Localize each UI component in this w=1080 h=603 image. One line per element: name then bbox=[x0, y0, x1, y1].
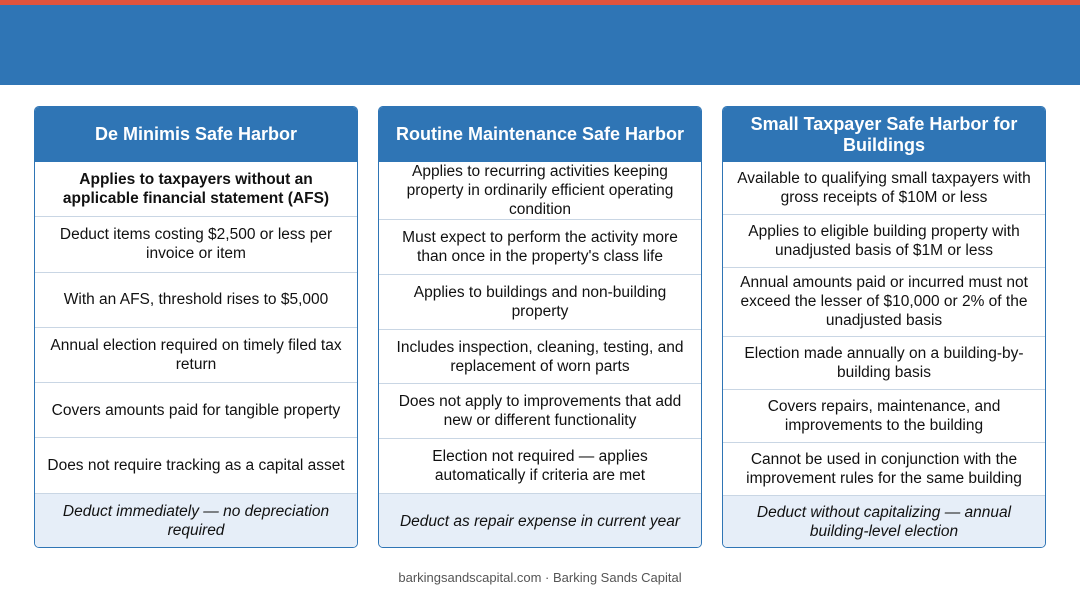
table-row: Applies to eligible building property with unadjusted basis of $1M or less bbox=[723, 214, 1045, 267]
table-row: Cannot be used in conjunction with the improvement rules for the same building bbox=[723, 442, 1045, 495]
column-header: Routine Maintenance Safe Harbor bbox=[379, 107, 701, 162]
table-row: Does not require tracking as a capital asset bbox=[35, 437, 357, 492]
column-de-minimis bbox=[34, 106, 358, 548]
column-rows bbox=[379, 162, 701, 548]
table-row: Includes inspection, cleaning, testing, and replacement of worn parts bbox=[379, 329, 701, 384]
column-small-taxpayer bbox=[722, 106, 1046, 548]
table-row: With an AFS, threshold rises to $5,000 bbox=[35, 272, 357, 327]
comparison-columns bbox=[34, 106, 1046, 548]
table-row: Election not required — applies automatically if criteria are met bbox=[379, 438, 701, 493]
table-row: Covers amounts paid for tangible property bbox=[35, 382, 357, 437]
summary-row: Deduct as repair expense in current year bbox=[379, 493, 701, 548]
table-row: Applies to buildings and non-building property bbox=[379, 274, 701, 329]
table-row: Election made annually on a building-by-building basis bbox=[723, 336, 1045, 389]
footer-source: barkingsandscapital.com · Barking Sands Capital bbox=[398, 570, 682, 585]
table-row: Applies to taxpayers without an applicable financial statement (AFS) bbox=[62, 171, 330, 208]
title-banner bbox=[0, 5, 1080, 85]
table-row: Annual amounts paid or incurred must not exceed the lesser of $10,000 or 2% of the unadjusted basis bbox=[723, 267, 1045, 336]
table-row: Covers repairs, maintenance, and improvements to the building bbox=[723, 389, 1045, 442]
table-row: Does not apply to improvements that add new or different functionality bbox=[379, 383, 701, 438]
table-row: Annual election required on timely filed tax return bbox=[35, 327, 357, 382]
column-rows bbox=[35, 162, 357, 548]
summary-row: Deduct immediately — no depreciation required bbox=[35, 493, 357, 548]
page-title bbox=[0, 5, 1080, 53]
table-row: Deduct items costing $2,500 or less per invoice or item bbox=[35, 216, 357, 271]
summary-row: Deduct without capitalizing — annual building-level election bbox=[723, 495, 1045, 548]
column-header: De Minimis Safe Harbor bbox=[35, 107, 357, 162]
table-row: Must expect to perform the activity more than once in the property's class life bbox=[379, 219, 701, 274]
table-row: Applies to recurring activities keeping property in ordinarily efficient operating condition bbox=[406, 163, 674, 218]
column-routine-maintenance bbox=[378, 106, 702, 548]
column-header: Small Taxpayer Safe Harbor for Buildings bbox=[723, 107, 1045, 162]
table-row: Available to qualifying small taxpayers with gross receipts of $10M or less bbox=[737, 170, 1031, 207]
column-rows bbox=[723, 162, 1045, 548]
